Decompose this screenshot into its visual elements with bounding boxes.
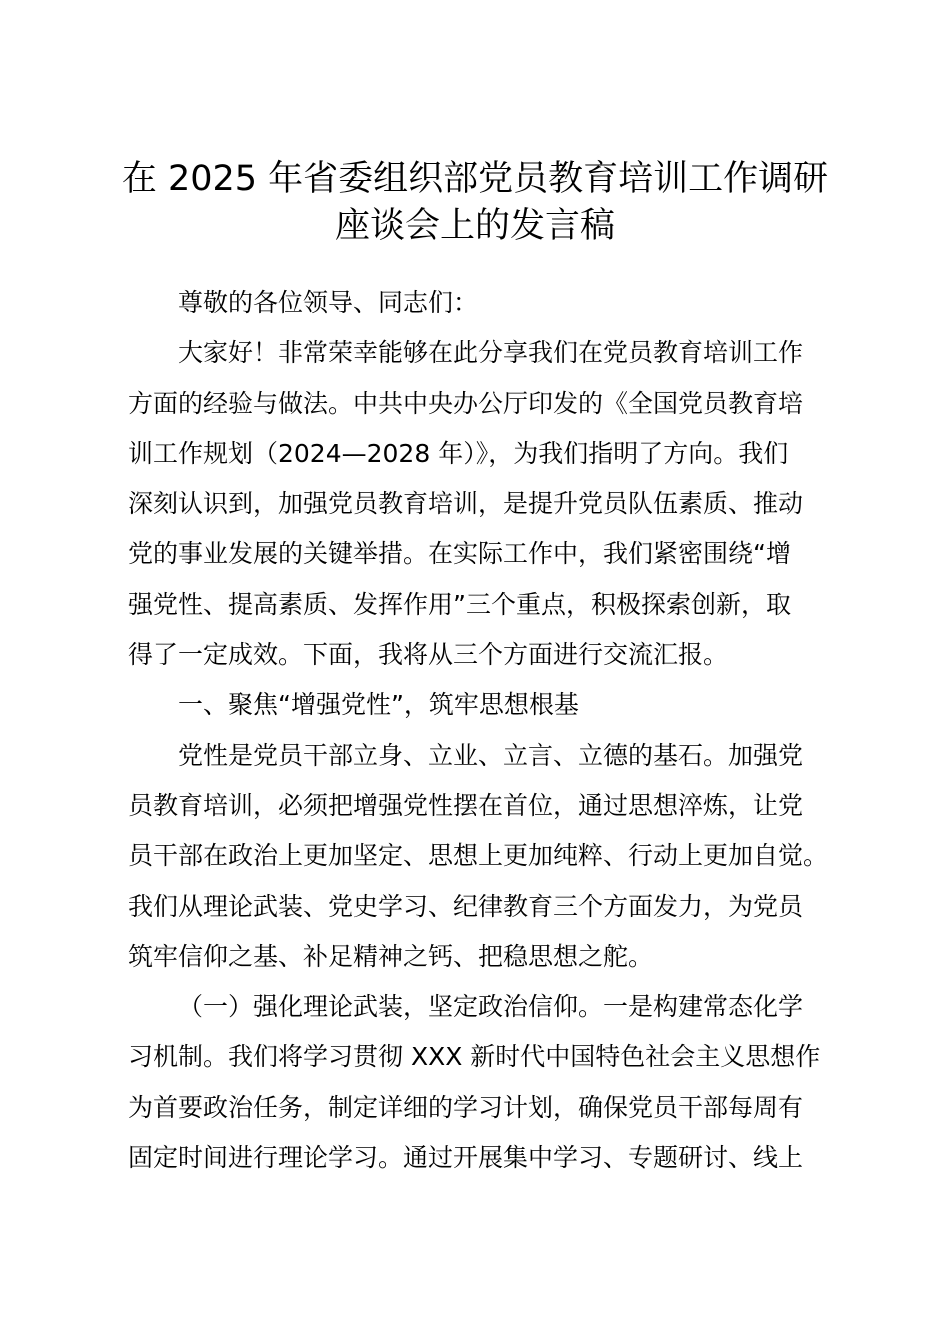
paragraph-line: 党的事业发展的关键举措。在实际工作中，我们紧密围绕“增 bbox=[128, 539, 791, 569]
salutation: 尊敬的各位领导、同志们： bbox=[178, 288, 479, 317]
paragraph-line: 筑牢信仰之基、补足精神之钙、把稳思想之舵。 bbox=[128, 941, 654, 971]
paragraph-line: 训工作规划（2024—2028 年）》，为我们指明了方向。我们 bbox=[128, 438, 789, 468]
document-body bbox=[128, 278, 838, 1183]
paragraph-line: 员教育培训，必须把增强党性摆在首位，通过思想淬炼，让党 bbox=[128, 790, 804, 820]
paragraph-line: 固定时间进行理论学习。通过开展集中学习、专题研讨、线上 bbox=[128, 1143, 804, 1173]
title-line-2: 座谈会上的发言稿 bbox=[334, 206, 615, 246]
paragraph-line: 为首要政治任务，制定详细的学习计划，确保党员干部每周有 bbox=[128, 1092, 804, 1122]
paragraph-line: 深刻认识到，加强党员教育培训，是提升党员队伍素质、推动 bbox=[128, 489, 804, 519]
paragraph-line: 我们从理论武装、党史学习、纪律教育三个方面发力，为党员 bbox=[128, 891, 804, 921]
paragraph-line: 党性是党员干部立身、立业、立言、立德的基石。加强党 bbox=[178, 740, 804, 770]
subsection-line: （一）强化理论武装，坚定政治信仰。一是构建常态化学 bbox=[178, 992, 804, 1022]
title-line-1: 在 2025 年省委组织部党员教育培训工作调研 bbox=[121, 159, 829, 199]
paragraph-line: 大家好！非常荣幸能够在此分享我们在党员教育培训工作 bbox=[178, 338, 804, 368]
paragraph-line: 得了一定成效。下面，我将从三个方面进行交流汇报。 bbox=[128, 640, 729, 670]
paragraph-line: 员干部在政治上更加坚定、思想上更加纯粹、行动上更加自觉。 bbox=[128, 841, 829, 871]
paragraph-line: 方面的经验与做法。中共中央办公厅印发的《全国党员教育培 bbox=[128, 388, 804, 418]
section-heading: 一、聚焦“增强党性”，筑牢思想根基 bbox=[178, 690, 579, 720]
document-title bbox=[100, 156, 850, 250]
paragraph-line: 习机制。我们将学习贯彻 XXX 新时代中国特色社会主义思想作 bbox=[128, 1042, 821, 1072]
paragraph-line: 强党性、提高素质、发挥作用”三个重点，积极探索创新，取 bbox=[128, 589, 791, 619]
